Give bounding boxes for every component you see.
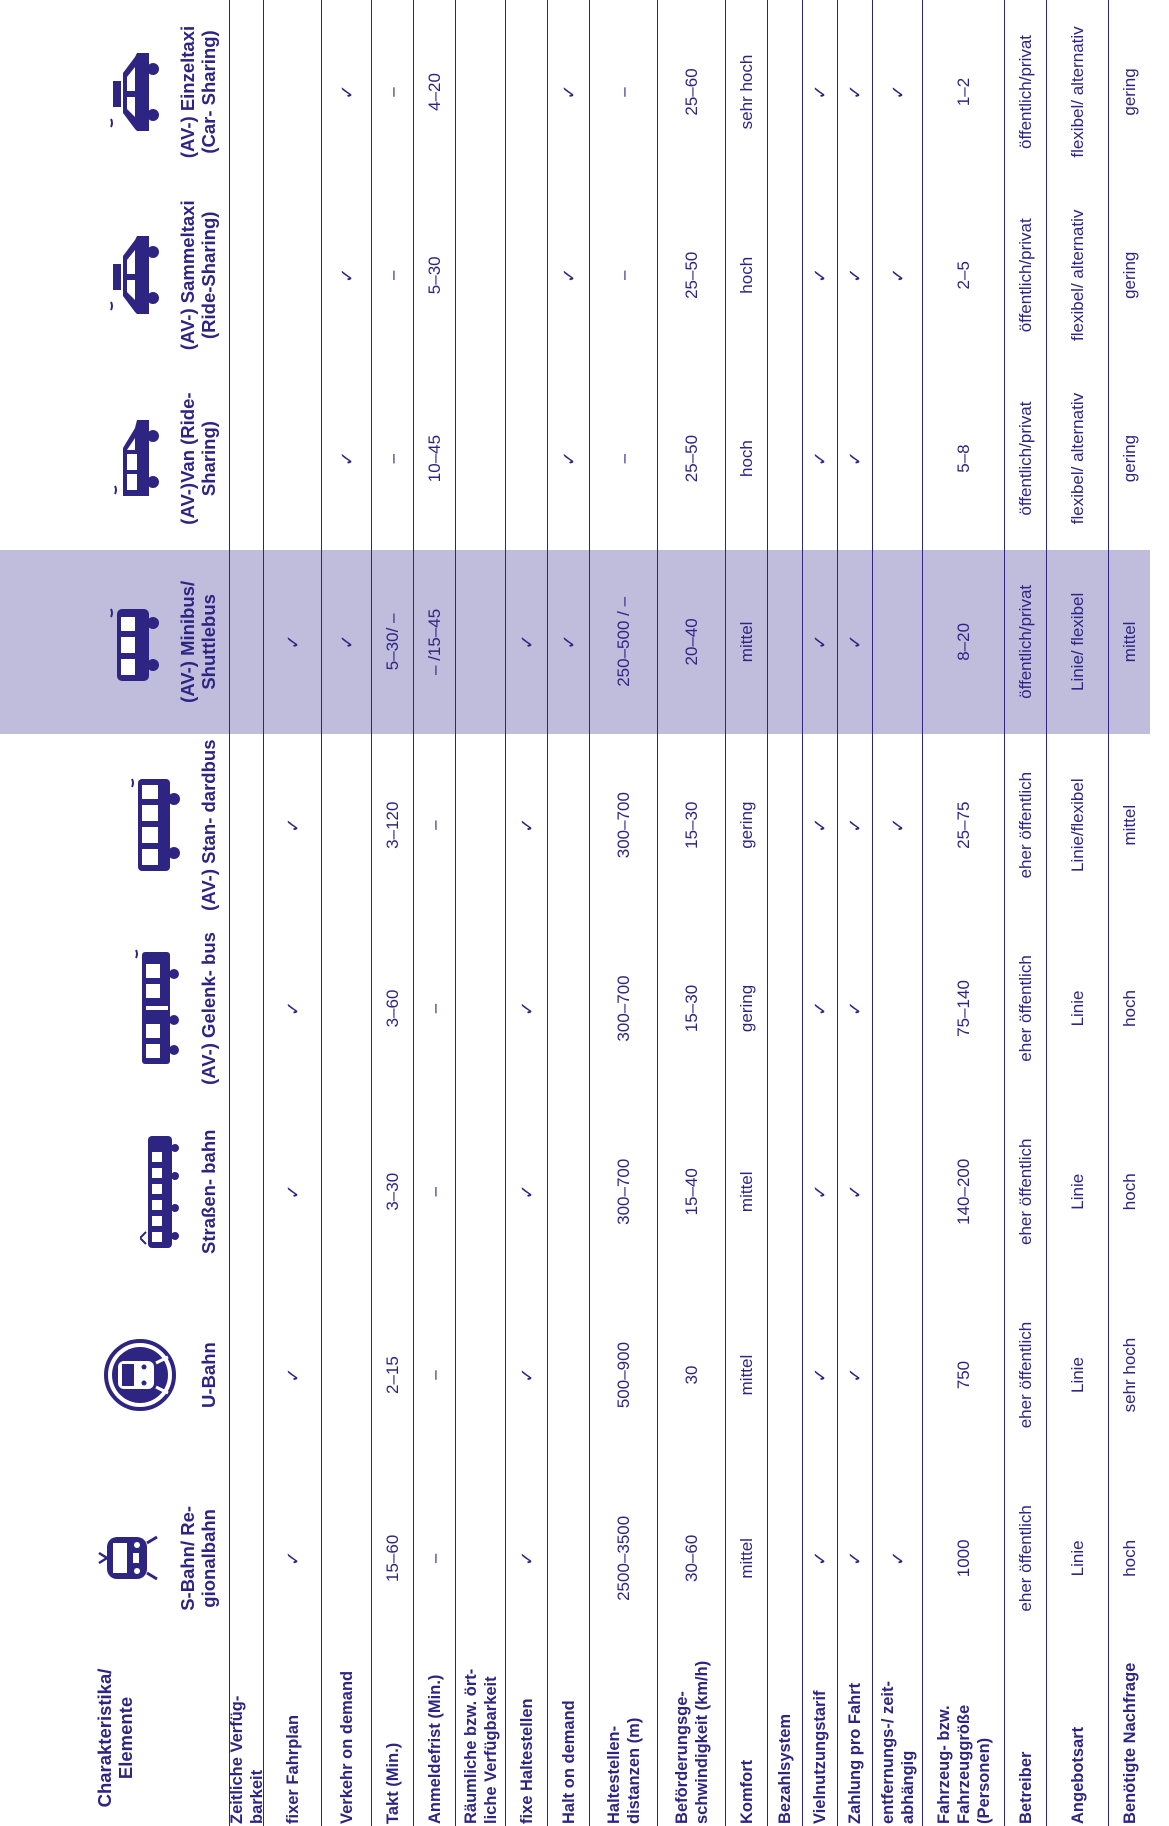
checkmark-cell: ✓: [803, 367, 838, 550]
table-cell: 5–30: [414, 184, 456, 367]
table-cell: eher öffentlich: [1005, 734, 1047, 917]
table-cell: [456, 1467, 506, 1650]
table-cell: hoch: [1119, 1539, 1139, 1577]
checkmark-cell: ✓: [838, 1283, 873, 1466]
checkmark-cell: ✓: [838, 184, 873, 367]
table-cell: 2–15: [372, 1283, 414, 1466]
table-cell: [322, 1100, 372, 1283]
column-header: [0, 917, 230, 1100]
table-cell: 15–40: [658, 1100, 726, 1283]
table-cell: öffentlich/privat: [1005, 184, 1047, 367]
table-cell: [768, 550, 803, 733]
table-cell: 15–30: [658, 917, 726, 1100]
table-cell: [230, 917, 264, 1100]
table-cell: [230, 1100, 264, 1283]
row-label: Räumliche bzw. ört- liche Verfügbarkeit: [456, 1650, 506, 1826]
table-cell: –: [590, 367, 658, 550]
table-cell: [322, 1283, 372, 1466]
table-cell: flexibel/ alternativ: [1047, 0, 1109, 183]
column-header-label: (AV-) Gelenk- bus: [198, 932, 219, 1085]
table-cell: [873, 367, 923, 550]
table-cell: [456, 184, 506, 367]
checkmark-cell: ✓: [548, 0, 590, 183]
table-cell: hoch: [1119, 990, 1139, 1027]
table-cell: [456, 917, 506, 1100]
checkmark-cell: ✓: [322, 550, 372, 733]
table-cell: [548, 917, 590, 1100]
table-cell: sehr hoch: [1119, 1337, 1139, 1413]
articulated-bus-icon: [134, 948, 184, 1068]
table-cell: 2500–3500: [590, 1467, 658, 1650]
checkmark-cell: ✓: [506, 734, 548, 917]
table-cell: 2–5: [923, 184, 1005, 367]
table-cell: sehr hoch: [726, 0, 768, 183]
column-header-label: (AV-)Van (Ride-Sharing): [177, 392, 219, 525]
table-cell: [768, 184, 803, 367]
checkmark-cell: ✓: [264, 1467, 322, 1650]
table-cell: 300–700: [590, 917, 658, 1100]
table-cell: öffentlich/privat: [1005, 367, 1047, 550]
table-cell: [506, 184, 548, 367]
shared-taxi-icon: [107, 230, 163, 320]
checkmark-cell: ✓: [838, 550, 873, 733]
table-cell: –: [414, 1283, 456, 1466]
table-cell: 300–700: [590, 1100, 658, 1283]
table-cell: 25–75: [923, 734, 1005, 917]
table-cell: eher öffentlich: [1005, 1100, 1047, 1283]
table-cell: mittel: [726, 1467, 768, 1650]
checkmark-cell: ✓: [803, 1283, 838, 1466]
table-cell: [322, 917, 372, 1100]
table-cell: [456, 0, 506, 183]
table-cell: 4–20: [414, 0, 456, 183]
table-cell: [264, 0, 322, 183]
table-cell: –: [414, 734, 456, 917]
column-header: [0, 734, 230, 917]
table-cell: [506, 367, 548, 550]
table-cell: – /15–45: [414, 550, 456, 733]
table-cell: 500–900: [590, 1283, 658, 1466]
column-header-label: (AV-) Minibus/ Shuttlebus: [177, 580, 219, 703]
row-label: Fahrzeug- bzw. Fahrzeuggröße (Personen): [923, 1650, 1005, 1826]
checkmark-cell: ✓: [264, 734, 322, 917]
table-cell: [230, 184, 264, 367]
checkmark-cell: ✓: [838, 367, 873, 550]
checkmark-cell: ✓: [803, 1467, 838, 1650]
table-cell: [230, 1283, 264, 1466]
table-cell: Linie/ flexibel: [1047, 550, 1109, 733]
table-cell: gering: [1119, 251, 1139, 299]
table-cell: gering: [1119, 434, 1139, 483]
table-cell: Linie: [1047, 1283, 1109, 1466]
column-header: [0, 1467, 230, 1650]
table-cell: [548, 1100, 590, 1283]
row-label: Zeitliche Verfüg- barkeit: [230, 1650, 264, 1826]
table-cell: gering: [1119, 68, 1139, 116]
column-header: [0, 0, 230, 183]
row-label: entfernungs-/ zeit- abhängig: [873, 1650, 923, 1826]
column-header-label: (AV-) Stan- dardbus: [198, 739, 219, 911]
table-cell: [322, 1467, 372, 1650]
table-cell: 140–200: [923, 1100, 1005, 1283]
table-cell: [230, 550, 264, 733]
table-cell: [456, 550, 506, 733]
checkmark-cell: ✓: [264, 550, 322, 733]
table-cell: 5–8: [923, 367, 1005, 550]
table-cell: [873, 917, 923, 1100]
table-cell: [548, 1467, 590, 1650]
table-cell: gering: [726, 734, 768, 917]
table-cell: –: [590, 0, 658, 183]
table-cell: [768, 367, 803, 550]
table-cell: –: [414, 1467, 456, 1650]
table-cell: 3–120: [372, 734, 414, 917]
checkmark-cell: ✓: [548, 550, 590, 733]
table-cell: 25–60: [658, 0, 726, 183]
row-label: Komfort: [726, 1650, 768, 1826]
column-header: [0, 367, 230, 550]
table-cell: Linie: [1047, 1100, 1109, 1283]
row-label: Zahlung pro Fahrt: [838, 1650, 873, 1826]
table-cell: 1–2: [923, 0, 1005, 183]
checkmark-cell: ✓: [264, 1283, 322, 1466]
table-cell: 1000: [923, 1467, 1005, 1650]
table-cell: [873, 1100, 923, 1283]
checkmark-cell: ✓: [548, 184, 590, 367]
table-cell: –: [372, 367, 414, 550]
table-cell: [768, 734, 803, 917]
table-cell: [456, 1100, 506, 1283]
table-cell: [873, 1283, 923, 1466]
checkmark-cell: ✓: [838, 917, 873, 1100]
table-cell: –: [372, 184, 414, 367]
column-header-characteristics: [0, 1650, 230, 1826]
row-label: Halt on demand: [548, 1650, 590, 1826]
checkmark-cell: ✓: [873, 1467, 923, 1650]
checkmark-cell: ✓: [873, 734, 923, 917]
standard-bus-icon: [128, 775, 184, 875]
row-label: fixe Haltestellen: [506, 1650, 548, 1826]
column-header-label: Charakteristika/ Elemente: [93, 1668, 136, 1808]
table-cell: [264, 367, 322, 550]
table-cell: [230, 734, 264, 917]
column-header: [0, 1283, 230, 1466]
checkmark-cell: ✓: [506, 1467, 548, 1650]
table-cell: [548, 734, 590, 917]
table-cell: hoch: [1119, 1173, 1139, 1211]
table-cell: 300–700: [590, 734, 658, 917]
column-header-label: U-Bahn: [198, 1342, 219, 1408]
checkmark-cell: ✓: [322, 184, 372, 367]
tram-icon: [140, 1132, 184, 1252]
table-cell: flexibel/ alternativ: [1047, 367, 1109, 550]
checkmark-cell: ✓: [803, 0, 838, 183]
column-header-label: S-Bahn/ Re- gionalbahn: [177, 1505, 219, 1611]
table-cell: 3–60: [372, 917, 414, 1100]
table-cell: gering: [726, 917, 768, 1100]
table-cell: –: [414, 1100, 456, 1283]
table-cell: 3–30: [372, 1100, 414, 1283]
table-cell: 15–30: [658, 734, 726, 917]
row-label: fixer Fahrplan: [264, 1650, 322, 1826]
table-cell: 30–60: [658, 1467, 726, 1650]
checkmark-cell: ✓: [322, 367, 372, 550]
table-cell: 250–500 / –: [590, 550, 658, 733]
row-label: Anmeldefrist (Min.): [414, 1650, 456, 1826]
table-cell: 750: [923, 1283, 1005, 1466]
table-cell: [768, 1283, 803, 1466]
column-header: [0, 550, 230, 733]
table-cell: –: [372, 0, 414, 183]
table-cell: 10–45: [414, 367, 456, 550]
row-label: Takt (Min.): [372, 1650, 414, 1826]
table-cell: 8–20: [923, 550, 1005, 733]
van-icon: [107, 414, 163, 504]
table-cell: öffentlich/privat: [1005, 0, 1047, 183]
row-label: Beförderungsge- schwindigkeit (km/h): [658, 1650, 726, 1826]
subway-icon: [100, 1335, 184, 1415]
row-label: Betreiber: [1005, 1650, 1047, 1826]
checkmark-cell: ✓: [838, 0, 873, 183]
checkmark-cell: ✓: [506, 1100, 548, 1283]
checkmark-cell: ✓: [803, 1100, 838, 1283]
regional-train-icon: [97, 1523, 163, 1593]
checkmark-cell: ✓: [506, 1283, 548, 1466]
row-label: Bezahlsystem: [768, 1650, 803, 1826]
table-cell: [768, 917, 803, 1100]
row-label: Benötigte Nachfrage: [1120, 1662, 1139, 1824]
table-cell: –: [414, 917, 456, 1100]
table-cell: 30: [658, 1283, 726, 1466]
table-cell: Linie/flexibel: [1047, 734, 1109, 917]
checkmark-cell: ✓: [803, 734, 838, 917]
checkmark-cell: ✓: [506, 917, 548, 1100]
table-cell: [456, 734, 506, 917]
row-label: Haltestellen- distanzen (m): [590, 1650, 658, 1826]
column-header-label: (AV-) Einzeltaxi (Car- Sharing): [177, 25, 219, 159]
checkmark-cell: ✓: [264, 1100, 322, 1283]
table-cell: [230, 367, 264, 550]
checkmark-cell: ✓: [838, 1100, 873, 1283]
table-cell: [322, 734, 372, 917]
checkmark-cell: ✓: [548, 367, 590, 550]
table-cell: [264, 184, 322, 367]
table-cell: 15–60: [372, 1467, 414, 1650]
table-cell: Linie: [1047, 1467, 1109, 1650]
table-cell: Linie: [1047, 917, 1109, 1100]
table-cell: 25–50: [658, 184, 726, 367]
row-label: Verkehr on demand: [322, 1650, 372, 1826]
checkmark-cell: ✓: [803, 184, 838, 367]
checkmark-cell: ✓: [506, 550, 548, 733]
column-header: [0, 184, 230, 367]
table-cell: [506, 0, 548, 183]
table-cell: [548, 1283, 590, 1466]
table-cell: mittel: [726, 550, 768, 733]
checkmark-cell: ✓: [838, 734, 873, 917]
table-cell: mittel: [1109, 550, 1150, 733]
table-cell: eher öffentlich: [1005, 1467, 1047, 1650]
column-header: [0, 1100, 230, 1283]
table-cell: –: [590, 184, 658, 367]
column-header-label: Straßen- bahn: [198, 1129, 219, 1254]
minibus-icon: [107, 597, 163, 687]
table-cell: mittel: [726, 1100, 768, 1283]
table-cell: flexibel/ alternativ: [1047, 184, 1109, 367]
table-cell: [873, 550, 923, 733]
checkmark-cell: ✓: [803, 550, 838, 733]
single-taxi-icon: [107, 47, 163, 137]
checkmark-cell: ✓: [322, 0, 372, 183]
table-cell: [456, 1283, 506, 1466]
table-cell: [456, 367, 506, 550]
table-cell: [768, 0, 803, 183]
checkmark-cell: ✓: [838, 1467, 873, 1650]
table-cell: eher öffentlich: [1005, 1283, 1047, 1466]
table-cell: mittel: [726, 1283, 768, 1466]
table-cell: hoch: [726, 367, 768, 550]
table-cell: [768, 1100, 803, 1283]
table-cell: [230, 1467, 264, 1650]
table-cell: öffentlich/privat: [1005, 550, 1047, 733]
table-cell: [230, 0, 264, 183]
table-cell: hoch: [726, 184, 768, 367]
table-cell: mittel: [1119, 804, 1139, 846]
row-label: Angebotsart: [1047, 1650, 1109, 1826]
column-header-label: (AV-) Sammeltaxi (Ride-Sharing): [177, 200, 219, 351]
checkmark-cell: ✓: [803, 917, 838, 1100]
checkmark-cell: ✓: [873, 184, 923, 367]
table-cell: 75–140: [923, 917, 1005, 1100]
table-cell: 25–50: [658, 367, 726, 550]
table-cell: 5–30/ –: [372, 550, 414, 733]
table-cell: 20–40: [658, 550, 726, 733]
table-cell: eher öffentlich: [1005, 917, 1047, 1100]
table-cell: [768, 1467, 803, 1650]
checkmark-cell: ✓: [873, 0, 923, 183]
row-label: Vielnutzungstarif: [803, 1650, 838, 1826]
checkmark-cell: ✓: [264, 917, 322, 1100]
